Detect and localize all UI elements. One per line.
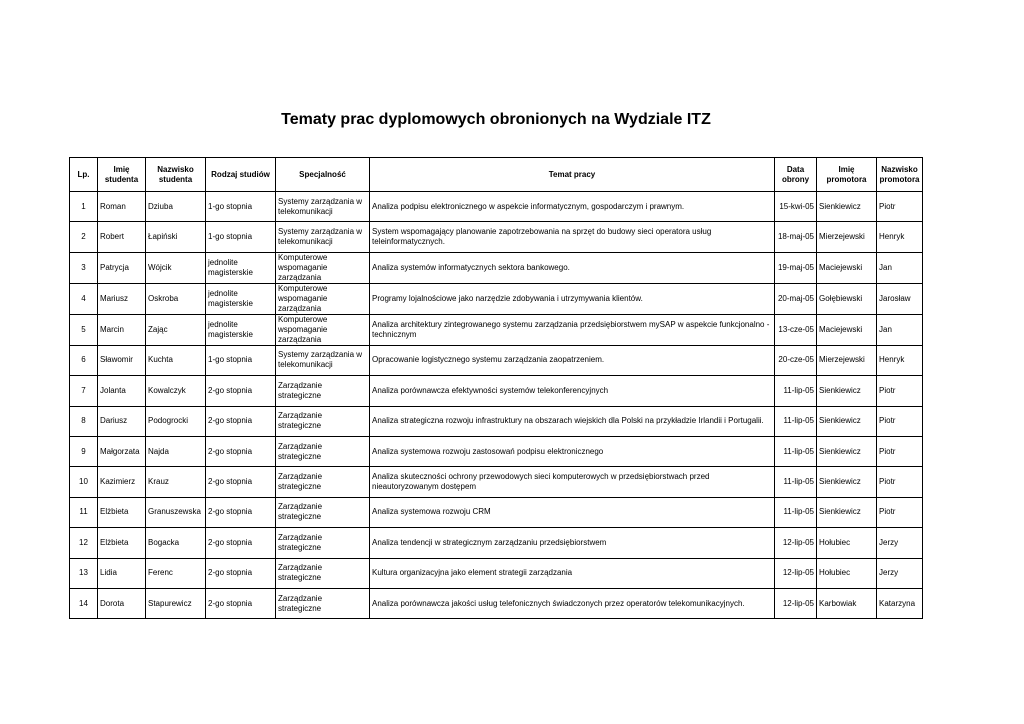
specialization-cell: Komputerowe wspomaganie zarządzania (276, 314, 370, 345)
table-row (70, 192, 923, 222)
supervisor-first-name-cell: Hołubiec (817, 528, 877, 558)
supervisor-last-name-cell: Piotr (877, 436, 923, 466)
specialization-cell: Zarządzanie strategiczne (276, 588, 370, 618)
student-last-name-cell: Krauz (146, 467, 206, 497)
col-header-specialization: Specjalność (276, 158, 370, 192)
table-row (70, 376, 923, 406)
defense-date-cell: 11-lip-05 (775, 436, 817, 466)
specialization-cell: Zarządzanie strategiczne (276, 558, 370, 588)
supervisor-last-name-cell: Piotr (877, 467, 923, 497)
student-last-name-cell: Kuchta (146, 345, 206, 375)
table-row (70, 467, 923, 497)
specialization-cell: Komputerowe wspomaganie zarządzania (276, 252, 370, 283)
student-last-name-cell: Kowalczyk (146, 376, 206, 406)
supervisor-first-name-cell: Maciejewski (817, 314, 877, 345)
supervisor-last-name-cell: Henryk (877, 345, 923, 375)
student-first-name-cell: Sławomir (98, 345, 146, 375)
table-row (70, 283, 923, 314)
row-number-cell: 14 (70, 588, 98, 618)
specialization-cell: Zarządzanie strategiczne (276, 528, 370, 558)
student-last-name-cell: Łapiński (146, 222, 206, 252)
defense-date-cell: 11-lip-05 (775, 406, 817, 436)
study-type-cell: 1-go stopnia (206, 192, 276, 222)
supervisor-last-name-cell: Katarzyna (877, 588, 923, 618)
student-last-name-cell: Oskroba (146, 283, 206, 314)
row-number-cell: 7 (70, 376, 98, 406)
student-first-name-cell: Patrycja (98, 252, 146, 283)
col-header-supervisor-last-name: Nazwisko promotora (877, 158, 923, 192)
defense-date-cell: 12-lip-05 (775, 558, 817, 588)
supervisor-last-name-cell: Piotr (877, 406, 923, 436)
thesis-topic-cell: Analiza strategiczna rozwoju infrastruktury na obszarach wiejskich dla Polski na przykładzie Irlandii i Portugalii. (370, 406, 775, 436)
supervisor-first-name-cell: Sienkiewicz (817, 497, 877, 527)
col-header-study-type: Rodzaj studiów (206, 158, 276, 192)
thesis-topic-cell: Analiza podpisu elektronicznego w aspekcie informatycznym, gospodarczym i prawnym. (370, 192, 775, 222)
study-type-cell: 2-go stopnia (206, 467, 276, 497)
thesis-topic-cell: Analiza tendencji w strategicznym zarządzaniu przedsiębiorstwem (370, 528, 775, 558)
defense-date-cell: 11-lip-05 (775, 497, 817, 527)
thesis-topic-cell: Analiza porównawcza efektywności systemów telekonferencyjnych (370, 376, 775, 406)
supervisor-first-name-cell: Mierzejewski (817, 222, 877, 252)
table-row (70, 558, 923, 588)
defense-date-cell: 20-maj-05 (775, 283, 817, 314)
defense-date-cell: 19-maj-05 (775, 252, 817, 283)
student-first-name-cell: Lidia (98, 558, 146, 588)
table-row (70, 528, 923, 558)
student-last-name-cell: Podogrocki (146, 406, 206, 436)
row-number-cell: 8 (70, 406, 98, 436)
specialization-cell: Systemy zarządzania w telekomunikacji (276, 192, 370, 222)
thesis-topic-cell: Opracowanie logistycznego systemu zarządzania zaopatrzeniem. (370, 345, 775, 375)
table-body (70, 192, 923, 619)
study-type-cell: 1-go stopnia (206, 222, 276, 252)
defense-date-cell: 11-lip-05 (775, 376, 817, 406)
defense-date-cell: 15-kwi-05 (775, 192, 817, 222)
table-row (70, 314, 923, 345)
thesis-topic-cell: Programy lojalnościowe jako narzędzie zdobywania i utrzymywania klientów. (370, 283, 775, 314)
student-last-name-cell: Ferenc (146, 558, 206, 588)
student-last-name-cell: Wójcik (146, 252, 206, 283)
table-row (70, 345, 923, 375)
col-header-lp: Lp. (70, 158, 98, 192)
study-type-cell: 2-go stopnia (206, 436, 276, 466)
supervisor-first-name-cell: Sienkiewicz (817, 436, 877, 466)
defense-date-cell: 18-maj-05 (775, 222, 817, 252)
student-last-name-cell: Granuszewska (146, 497, 206, 527)
study-type-cell: 1-go stopnia (206, 345, 276, 375)
student-first-name-cell: Elżbieta (98, 497, 146, 527)
student-first-name-cell: Kazimierz (98, 467, 146, 497)
supervisor-last-name-cell: Piotr (877, 192, 923, 222)
specialization-cell: Zarządzanie strategiczne (276, 406, 370, 436)
study-type-cell: jednolite magisterskie (206, 314, 276, 345)
specialization-cell: Zarządzanie strategiczne (276, 497, 370, 527)
defense-date-cell: 13-cze-05 (775, 314, 817, 345)
defense-date-cell: 12-lip-05 (775, 528, 817, 558)
supervisor-last-name-cell: Henryk (877, 222, 923, 252)
row-number-cell: 2 (70, 222, 98, 252)
student-first-name-cell: Marcin (98, 314, 146, 345)
col-header-thesis-topic: Temat pracy (370, 158, 775, 192)
col-header-student-first-name: Imię studenta (98, 158, 146, 192)
row-number-cell: 11 (70, 497, 98, 527)
supervisor-last-name-cell: Jarosław (877, 283, 923, 314)
study-type-cell: 2-go stopnia (206, 406, 276, 436)
document-title: Tematy prac dyplomowych obronionych na Wydziale ITZ (281, 111, 711, 128)
supervisor-first-name-cell: Sienkiewicz (817, 376, 877, 406)
student-first-name-cell: Robert (98, 222, 146, 252)
thesis-topic-cell: Analiza skuteczności ochrony przewodowych sieci komputerowych w przedsiębiorstwach przed nieautoryzowanym dostępem (370, 467, 775, 497)
student-first-name-cell: Małgorzata (98, 436, 146, 466)
study-type-cell: 2-go stopnia (206, 558, 276, 588)
table-row (70, 497, 923, 527)
student-first-name-cell: Roman (98, 192, 146, 222)
supervisor-first-name-cell: Sienkiewicz (817, 467, 877, 497)
specialization-cell: Komputerowe wspomaganie zarządzania (276, 283, 370, 314)
theses-table (69, 157, 923, 619)
student-first-name-cell: Elżbieta (98, 528, 146, 558)
study-type-cell: 2-go stopnia (206, 588, 276, 618)
table-row (70, 436, 923, 466)
supervisor-last-name-cell: Jerzy (877, 528, 923, 558)
specialization-cell: Zarządzanie strategiczne (276, 467, 370, 497)
row-number-cell: 13 (70, 558, 98, 588)
study-type-cell: 2-go stopnia (206, 497, 276, 527)
study-type-cell: 2-go stopnia (206, 528, 276, 558)
defense-date-cell: 20-cze-05 (775, 345, 817, 375)
supervisor-first-name-cell: Sienkiewicz (817, 406, 877, 436)
specialization-cell: Systemy zarządzania w telekomunikacji (276, 345, 370, 375)
student-first-name-cell: Mariusz (98, 283, 146, 314)
supervisor-first-name-cell: Gołębiewski (817, 283, 877, 314)
supervisor-first-name-cell: Hołubiec (817, 558, 877, 588)
defense-date-cell: 12-lip-05 (775, 588, 817, 618)
supervisor-first-name-cell: Mierzejewski (817, 345, 877, 375)
student-last-name-cell: Bogacka (146, 528, 206, 558)
thesis-topic-cell: Analiza architektury zintegrowanego systemu zarządzania przedsiębiorstwem mySAP w aspekcie funkcjonalno - technicznym (370, 314, 775, 345)
study-type-cell: jednolite magisterskie (206, 283, 276, 314)
supervisor-last-name-cell: Jan (877, 314, 923, 345)
table-row (70, 252, 923, 283)
row-number-cell: 1 (70, 192, 98, 222)
specialization-cell: Systemy zarządzania w telekomunikacji (276, 222, 370, 252)
student-first-name-cell: Jolanta (98, 376, 146, 406)
table-row (70, 406, 923, 436)
study-type-cell: 2-go stopnia (206, 376, 276, 406)
thesis-topic-cell: Analiza systemów informatycznych sektora bankowego. (370, 252, 775, 283)
student-last-name-cell: Dziuba (146, 192, 206, 222)
specialization-cell: Zarządzanie strategiczne (276, 376, 370, 406)
row-number-cell: 10 (70, 467, 98, 497)
row-number-cell: 3 (70, 252, 98, 283)
col-header-student-last-name: Nazwisko studenta (146, 158, 206, 192)
row-number-cell: 5 (70, 314, 98, 345)
supervisor-last-name-cell: Jan (877, 252, 923, 283)
supervisor-last-name-cell: Piotr (877, 497, 923, 527)
thesis-topic-cell: Kultura organizacyjna jako element strategii zarządzania (370, 558, 775, 588)
table-row (70, 588, 923, 618)
student-last-name-cell: Najda (146, 436, 206, 466)
table-row (70, 222, 923, 252)
supervisor-last-name-cell: Jerzy (877, 558, 923, 588)
supervisor-first-name-cell: Sienkiewicz (817, 192, 877, 222)
thesis-topic-cell: Analiza systemowa rozwoju zastosowań podpisu elektronicznego (370, 436, 775, 466)
student-first-name-cell: Dorota (98, 588, 146, 618)
col-header-supervisor-first-name: Imię promotora (817, 158, 877, 192)
defense-date-cell: 11-lip-05 (775, 467, 817, 497)
row-number-cell: 4 (70, 283, 98, 314)
supervisor-first-name-cell: Maciejewski (817, 252, 877, 283)
row-number-cell: 6 (70, 345, 98, 375)
student-first-name-cell: Dariusz (98, 406, 146, 436)
thesis-topic-cell: Analiza porównawcza jakości usług telefonicznych świadczonych przez operatorów telekomunikacyjnych. (370, 588, 775, 618)
thesis-topic-cell: System wspomagający planowanie zapotrzebowania na sprzęt do budowy sieci operatora usług teleinformatycznych. (370, 222, 775, 252)
col-header-defense-date: Data obrony (775, 158, 817, 192)
supervisor-first-name-cell: Karbowiak (817, 588, 877, 618)
student-last-name-cell: Zając (146, 314, 206, 345)
header-row (70, 158, 923, 192)
thesis-topic-cell: Analiza systemowa rozwoju CRM (370, 497, 775, 527)
row-number-cell: 12 (70, 528, 98, 558)
specialization-cell: Zarządzanie strategiczne (276, 436, 370, 466)
student-last-name-cell: Stapurewicz (146, 588, 206, 618)
study-type-cell: jednolite magisterskie (206, 252, 276, 283)
supervisor-last-name-cell: Piotr (877, 376, 923, 406)
row-number-cell: 9 (70, 436, 98, 466)
